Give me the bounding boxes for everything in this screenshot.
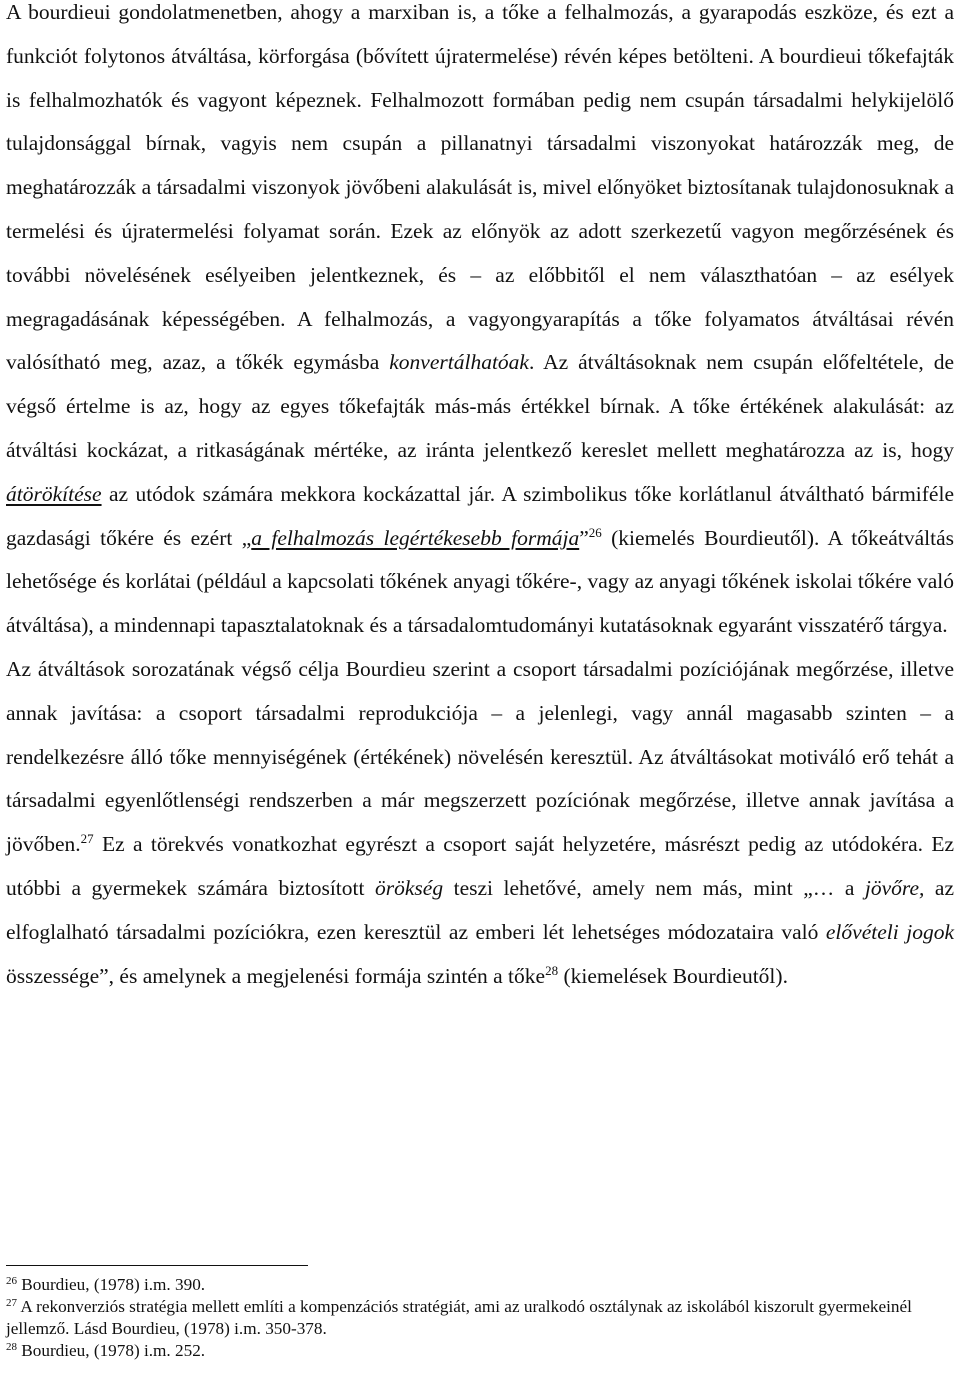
- emphasis: örökség: [375, 875, 444, 900]
- emphasis-underlined: a felhalmozás legértékesebb formája: [251, 525, 580, 550]
- footnote: [6, 1296, 954, 1340]
- footnote: [6, 1274, 954, 1296]
- footnotes: [6, 1274, 954, 1362]
- body-text: [6, 0, 954, 998]
- text-run: ”: [579, 525, 589, 550]
- text-run: összessége”, és amelynek a megjelenési formája szintén a tőke: [6, 963, 546, 988]
- paragraph-2: [6, 648, 954, 998]
- footnote-text: A rekonverziós stratégia mellett említi a kompenzációs stratégiát, ami az uralkodó osztálynak az iskolából kiszorult gyermekeinél jellemző. Lásd Bourdieu, (1978) i.m. 350-378.: [6, 1297, 912, 1338]
- text-run: (kiemelés Bourdieutől). A tőkeátváltás lehetősége és korlátai (például a kapcsolati tőkének anyagi tőkére-, vagy az anyagi tőkének iskolai tőkére való átváltása), a mindennapi tapasztalatoknak és a társadalomtudományi kutatásoknak egyaránt visszatérő tárgya.: [6, 525, 955, 638]
- emphasis-underlined: átörökítése: [6, 481, 102, 506]
- text-run: az elfoglalható társadalmi pozíciókra, ezen keresztül az emberi lét lehetséges módozataira való: [6, 875, 954, 944]
- emphasis: konvertálhatóak: [389, 350, 529, 375]
- footnote-text: Bourdieu, (1978) i.m. 390.: [21, 1275, 206, 1294]
- text-run: Az átváltások sorozatának végső célja Bourdieu szerint a csoport társadalmi pozíciójának megőrzése, illetve annak javítása: a csoport társadalmi reprodukciója – a jelenlegi, vagy annál magasabb szinten – a rendelkezésre álló tőke mennyiségének (értékének) növelésén keresztül. Az átváltásokat motiváló erő tehát a társadalmi egyenlőtlenségi rendszerben a már megszerzett pozíciónak megőrzése, illetve annak javítása a jövőben.: [6, 656, 954, 857]
- text-run: (kiemelések Bourdieutől).: [558, 963, 788, 988]
- footnote-number: 26: [6, 1275, 17, 1287]
- text-run: A bourdieui gondolatmenetben, ahogy a marxiban is, a tőke a felhalmozás, a gyarapodás eszköze, és ezt a funkciót folytonos átváltása, körforgása (bővített újratermelése) révén képes betölteni. A bourdieui tőkefajták is felhalmozhatók és vagyont képeznek. Felhalmozott formában pedig nem csupán társadalmi helykijelölő tulajdonsággal bírnak, vagyis nem csupán a pillanatnyi társadalmi viszonyokat határozzák meg, de meghatározzák a társadalmi viszonyok jövőbeni alakulását is, mivel előnyöket biztosítanak tulajdonosuknak a termelési és újratermelési folyamat során. Ezek az előnyök az adott szerkezetű vagyon megőrzésének és további növelésének esélyeiben jelentkeznek, és – az előbbitől el nem választhatóan – az esélyek megragadásának képességében. A felhalmozás, a vagyongyarapítás a tőke folyamatos átváltásai révén valósítható meg, azaz, a tőkék egymásba: [6, 0, 954, 375]
- text-run: . Az átváltásoknak nem csupán előfeltétele, de végső értelme is az, hogy az egyes tőkefajták más-más értékkel bírnak. A tőke értékének alakulását: az átváltási kockázat, a ritkaságának mértéke, az iránta jelentkező kereslet mellett meghatározza az is, hogy: [6, 350, 954, 462]
- footnote-text: Bourdieu, (1978) i.m. 252.: [21, 1341, 206, 1360]
- footnote-ref[interactable]: 28: [545, 962, 559, 978]
- footnote-separator: [6, 1265, 308, 1266]
- emphasis: elővételi jogok: [825, 919, 954, 944]
- footnote-ref[interactable]: 26: [588, 524, 602, 540]
- text-run: teszi lehetővé, amely nem más, mint „… a: [443, 875, 865, 900]
- emphasis: jövőre,: [864, 875, 925, 900]
- footnote-ref[interactable]: 27: [80, 831, 94, 847]
- paragraph-1: [6, 0, 954, 648]
- footnote-number: 27: [6, 1297, 17, 1309]
- text-run: az utódok számára mekkora kockázattal jár. A szimbolikus tőke korlátlanul átváltható bármiféle gazdasági tőkére és ezért „: [6, 481, 954, 550]
- footnote: [6, 1340, 954, 1362]
- footnote-number: 28: [6, 1341, 17, 1353]
- text-run: Ez a törekvés vonatkozhat egyrészt a csoport saját helyzetére, másrészt pedig az utódokéra. Ez utóbbi a gyermekek számára biztosított: [6, 832, 954, 900]
